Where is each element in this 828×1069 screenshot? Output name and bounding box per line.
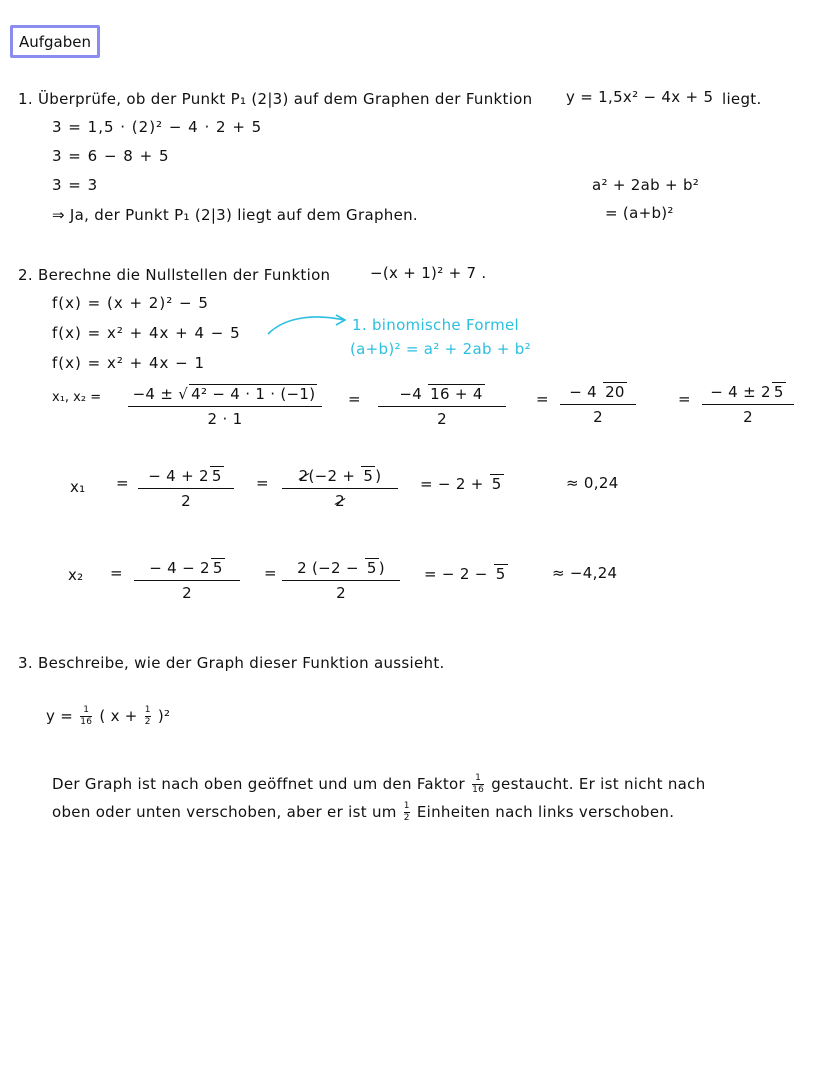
x2-fraction-b: 2 (−2 − 5 ) 2 (282, 558, 400, 602)
task1-function: y = 1,5x² − 4x + 5 (566, 88, 714, 106)
task1-line3: 3 = 3 (52, 176, 99, 194)
answer-fraction-2: $\frac{1}{2}$ (403, 801, 410, 823)
eq-sign: = (264, 564, 277, 582)
task1-line2: 3 = 6 − 8 + 5 (52, 147, 170, 165)
eq-sign: = (256, 474, 269, 492)
task3-statement: 3. Beschreibe, wie der Graph dieser Funktion aussieht. (18, 654, 445, 672)
task1-line1: 3 = 1,5 · (2)² − 4 · 2 + 5 (52, 118, 263, 136)
x1-label: x₁ (70, 478, 86, 496)
task2-function: −(x + 1)² + 7 . (370, 264, 487, 282)
pq-fraction: −4 ± √ 4² − 4 · 1 · (−1) 2 · 1 (128, 384, 322, 428)
task3-answer-line1: Der Graph ist nach oben geöffnet und um den Faktor $\frac{1}{16}$ gestaucht. Er ist nicht nach (52, 773, 706, 795)
task1-side-note-2: = (a+b)² (605, 204, 674, 222)
eq-sign: = (678, 390, 691, 408)
task3-outer-fraction: $\frac{1}{16}$ (80, 705, 93, 727)
task1-suffix: liegt. (722, 90, 762, 108)
step2-fraction: − 4 20 2 (560, 382, 636, 426)
task3-function: y = $\frac{1}{16}$ ( x + $\frac{1}{2}$ )² (46, 705, 171, 727)
eq-sign: = (116, 474, 129, 492)
step1-fraction: −4 16 + 4 2 (378, 384, 506, 428)
x2-fraction-a: − 4 − 2 5 2 (134, 558, 240, 602)
answer-fraction: $\frac{1}{16}$ (472, 773, 485, 795)
task2-f2: f(x) = x² + 4x + 4 − 5 (52, 324, 241, 342)
eq-sign: = (536, 390, 549, 408)
annotation-title: 1. binomische Formel (352, 316, 519, 334)
x1-approx: ≈ 0,24 (566, 474, 619, 492)
arrow-icon (266, 310, 350, 338)
step3-fraction: − 4 ± 2 5 2 (702, 382, 794, 426)
task1-conclusion: ⇒ Ja, der Punkt P₁ (2|3) liegt auf dem Graphen. (52, 206, 418, 224)
header-label: Aufgaben (18, 32, 92, 51)
x12-label: x₁, x₂ = (52, 390, 102, 405)
x2-approx: ≈ −4,24 (552, 564, 618, 582)
x1-simplified: = − 2 + 5 (420, 475, 502, 493)
annotation-formula: (a+b)² = a² + 2ab + b² (350, 340, 531, 358)
task1-side-note-1: a² + 2ab + b² (592, 176, 700, 194)
eq-sign: = (110, 564, 123, 582)
x2-simplified: = − 2 − 5 (424, 565, 506, 583)
task3-answer-line2: oben oder unten verschoben, aber er ist um $\frac{1}{2}$ Einheiten nach links verschoben. (52, 801, 675, 823)
x2-label: x₂ (68, 566, 84, 584)
task2-f1: f(x) = (x + 2)² − 5 (52, 294, 209, 312)
x1-fraction-a: − 4 + 2 5 2 (138, 466, 234, 510)
x1-fraction-b: 2(−2 + 5 ) 2 (282, 466, 398, 510)
task2-f3: f(x) = x² + 4x − 1 (52, 354, 206, 372)
task1-statement: 1. Überprüfe, ob der Punkt P₁ (2|3) auf dem Graphen der Funktion (18, 90, 533, 108)
task3-inner-fraction: $\frac{1}{2}$ (144, 705, 151, 727)
header-box (10, 25, 100, 58)
eq-sign: = (348, 390, 361, 408)
task2-statement: 2. Berechne die Nullstellen der Funktion (18, 266, 331, 284)
